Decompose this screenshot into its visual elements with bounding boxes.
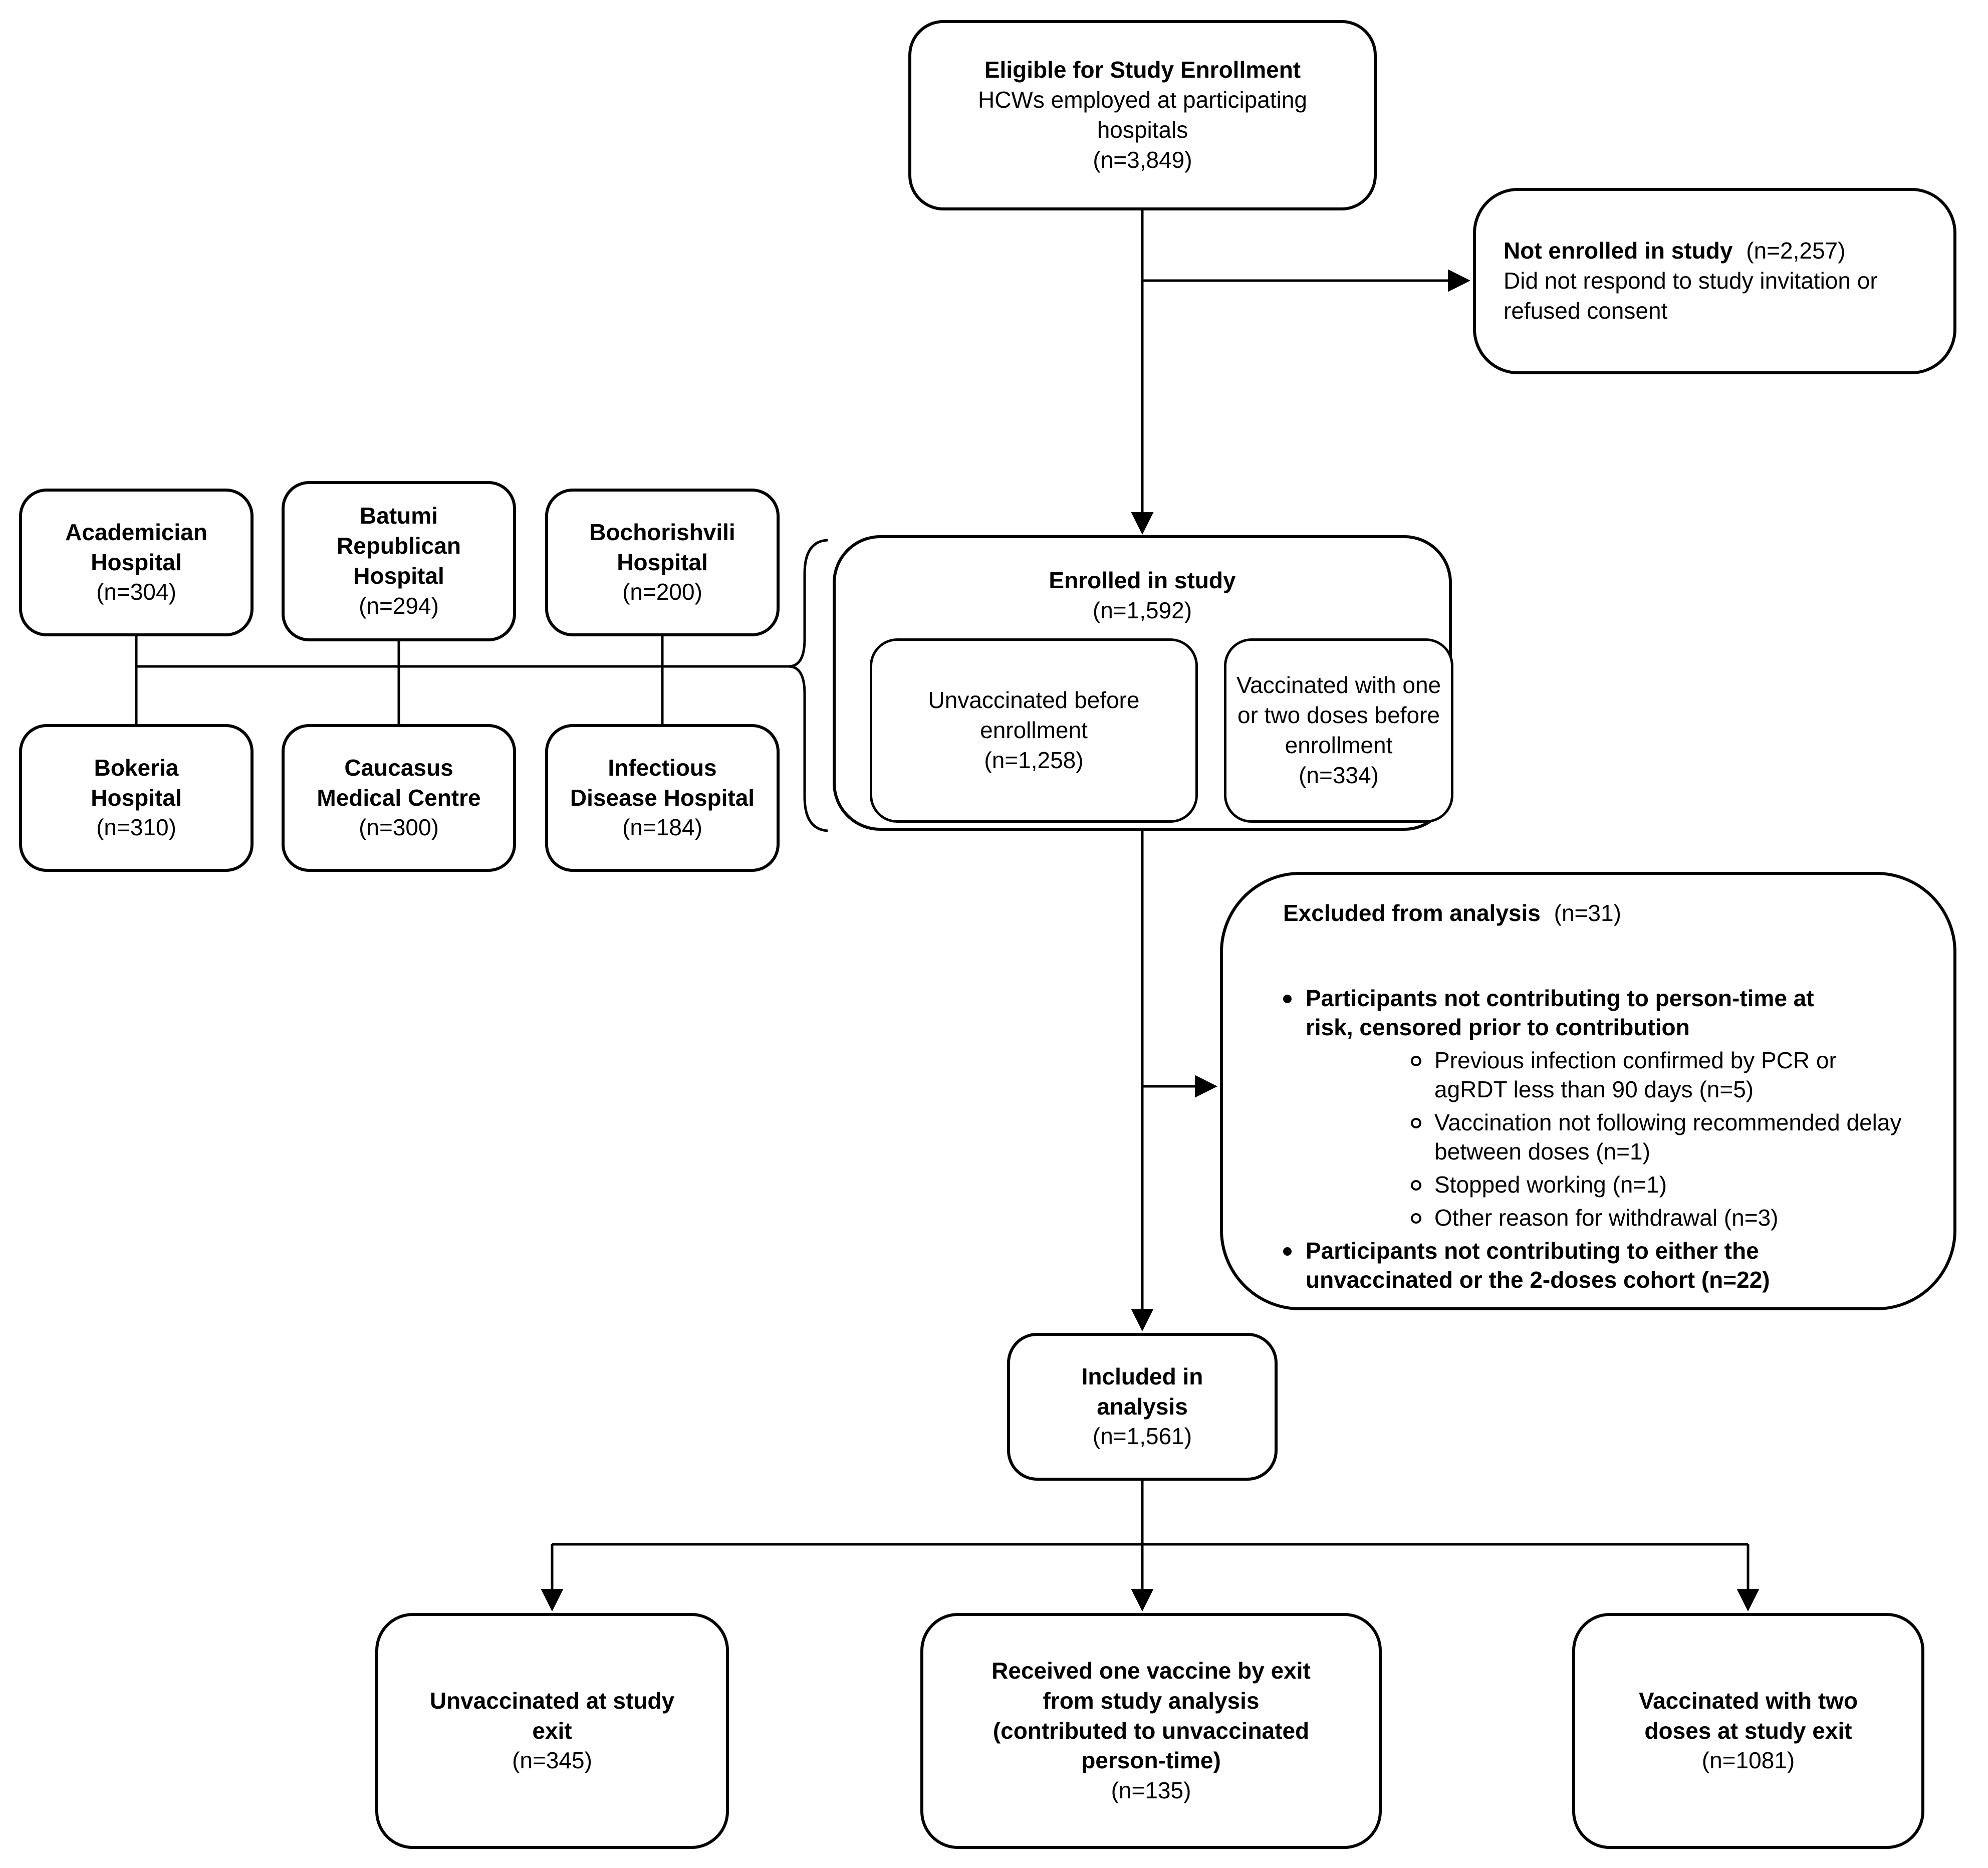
box-hospital-infectious-disease (545, 724, 780, 872)
box-title-line (1283, 899, 1621, 928)
list-item-text: Participants not contributing to person-time at risk, censored prior to contribution (1306, 985, 1814, 1040)
box-label: Received one vaccine by exit from study analysis (contributed to unvaccinated person-time) (991, 1658, 1311, 1774)
hospital-name: Medical Centre (317, 784, 481, 811)
box-included-in-analysis (1007, 1333, 1278, 1481)
list-item-text: Stopped working (n=1) (1434, 1171, 1667, 1198)
hospital-name: Hospital (353, 563, 444, 589)
box-vaccinated-before-enrollment (1224, 638, 1453, 823)
list-item (1283, 1237, 1905, 1295)
box-count: (n=1,561) (1092, 1423, 1192, 1450)
hospital-count: (n=294) (359, 592, 439, 619)
box-count: (n=3,849) (1093, 146, 1192, 173)
box-count: (n=334) (1299, 762, 1379, 788)
list-item (1283, 984, 1905, 1042)
brace-hospitals-enrolled (789, 540, 828, 831)
list-item (1411, 1171, 1905, 1200)
box-title-line (1504, 236, 1845, 266)
box-hospital-caucasus (282, 724, 516, 872)
box-enrolled (833, 535, 1452, 831)
list-item (1411, 1108, 1905, 1166)
box-unvaccinated-before-enrollment (870, 638, 1198, 823)
hospital-name: Hospital (91, 784, 182, 811)
list-item-text: Other reason for withdrawal (n=3) (1434, 1204, 1779, 1231)
list-item (1411, 1046, 1905, 1104)
bullet-icon (1283, 995, 1292, 1003)
box-hospital-academician (19, 489, 254, 636)
hospital-name: Academician (65, 519, 207, 545)
box-eligible-enrollment (908, 20, 1377, 210)
hospital-name: Bokeria (94, 754, 179, 781)
list-item-text: Previous infection confirmed by PCR or agRDT less than 90 days (n=5) (1434, 1047, 1837, 1102)
box-subtitle: HCWs employed at participating hospitals (977, 87, 1308, 143)
box-count: (n=345) (512, 1747, 592, 1774)
box-title: Not enrolled in study (1504, 238, 1733, 264)
hospital-name: Bochorishvili (589, 519, 735, 545)
hospital-name: Republican (337, 533, 461, 559)
hospital-name: Hospital (91, 549, 182, 575)
list-item-text: Vaccination not following recommended delay between doses (n=1) (1434, 1109, 1902, 1164)
box-title: Eligible for Study Enrollment (984, 57, 1301, 83)
box-count: (n=135) (1111, 1777, 1191, 1804)
hospital-name: Hospital (617, 549, 708, 575)
hospital-name: Disease Hospital (570, 784, 755, 811)
list-item-text: Participants not contributing to either the unvaccinated or the 2-doses cohort (n=22) (1306, 1237, 1770, 1293)
box-one-dose-at-exit (920, 1613, 1382, 1849)
box-hospital-bokeria (19, 724, 254, 872)
box-label: Unvaccinated before enrollment (928, 687, 1140, 744)
box-count: (n=31) (1554, 900, 1621, 926)
box-title: Enrolled in study (1049, 567, 1236, 593)
box-label: Vaccinated with two doses at study exit (1638, 1687, 1858, 1744)
hospital-count: (n=304) (96, 579, 176, 605)
box-unvaccinated-at-exit (375, 1613, 729, 1849)
box-title: Included in analysis (1081, 1363, 1203, 1420)
box-count: (n=1,258) (984, 747, 1084, 773)
box-count: (n=1081) (1701, 1747, 1795, 1774)
circle-bullet-icon (1411, 1118, 1421, 1128)
box-label: Vaccinated with one or two doses before enrollment (1236, 672, 1441, 758)
box-two-doses-at-exit (1572, 1613, 1924, 1849)
box-label: Unvaccinated at study exit (429, 1687, 675, 1744)
box-title: Excluded from analysis (1283, 900, 1541, 926)
box-count: (n=1,592) (1092, 597, 1192, 623)
hospital-name: Infectious (608, 754, 717, 781)
box-hospital-bochorishvili (545, 489, 780, 636)
hospital-count: (n=300) (359, 814, 439, 841)
box-hospital-batumi (282, 481, 516, 641)
box-excluded-from-analysis (1220, 872, 1956, 1310)
hospital-count: (n=184) (622, 814, 702, 841)
box-not-enrolled (1473, 188, 1956, 374)
hospital-count: (n=310) (96, 814, 176, 841)
exclusion-list (1283, 984, 1905, 1299)
circle-bullet-icon (1411, 1180, 1421, 1191)
hospital-count: (n=200) (622, 579, 702, 605)
list-item (1411, 1204, 1905, 1233)
circle-bullet-icon (1411, 1213, 1421, 1224)
circle-bullet-icon (1411, 1056, 1421, 1066)
box-reason: Did not respond to study invitation or refused consent (1504, 268, 1878, 324)
bullet-icon (1283, 1247, 1292, 1256)
hospital-name: Batumi (360, 503, 438, 529)
box-count: (n=2,257) (1746, 238, 1846, 264)
hospital-name: Caucasus (344, 754, 453, 781)
